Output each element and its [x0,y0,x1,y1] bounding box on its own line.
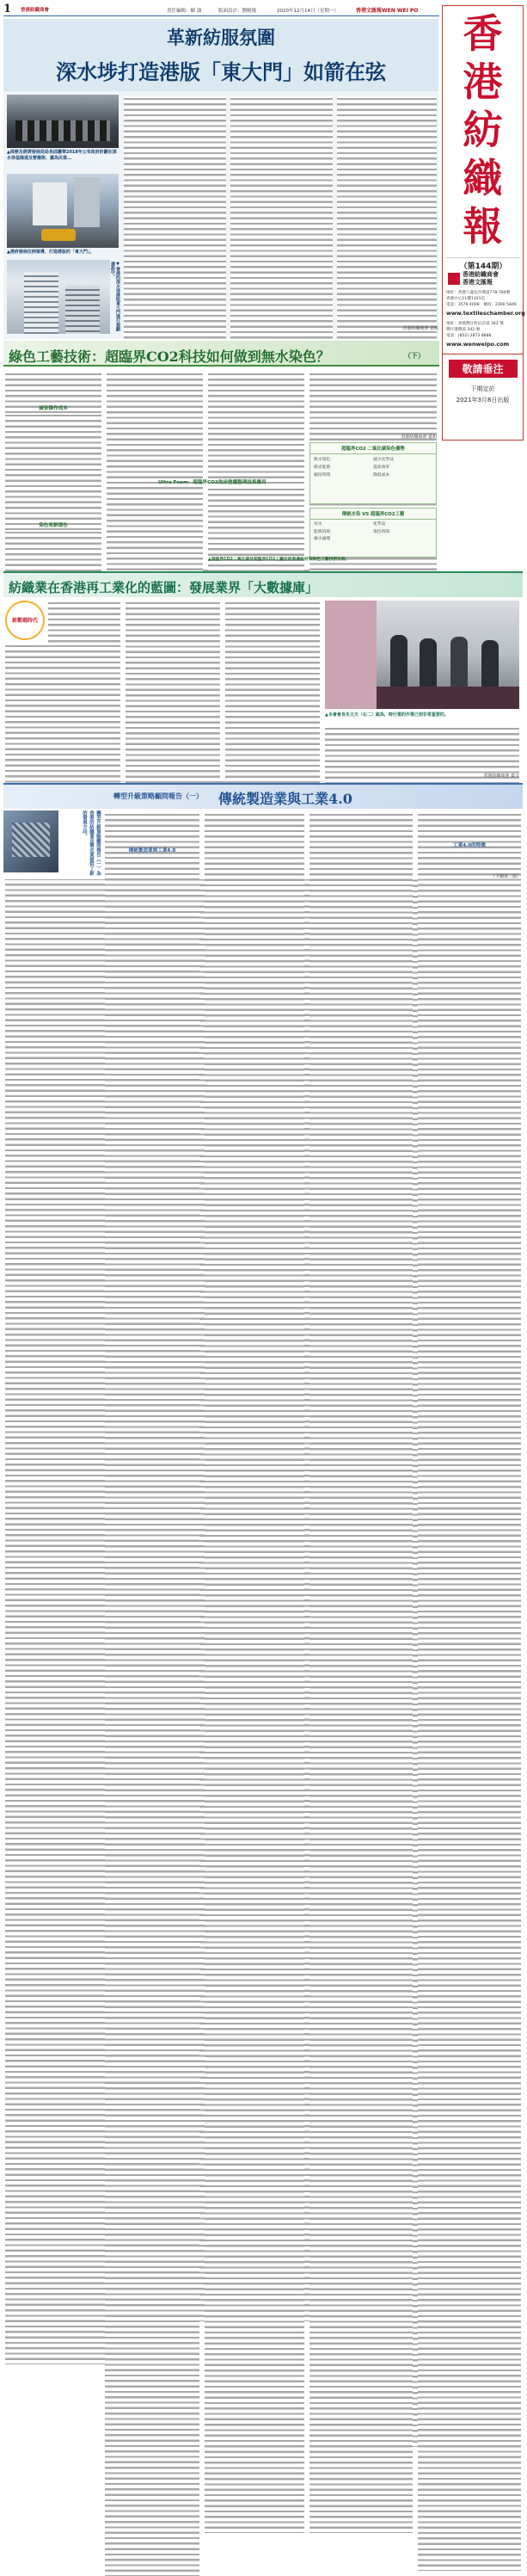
article-2-text-col-1a [5,372,101,403]
article-2-photo-caption: ▲超臨界CO2二氧化碳材超臨界CO2工藝技術與傳統材染染色工藝技術比較。 [208,558,350,562]
article-1-photo-2-caption: ▲港府發展位例領導，打造港版的「東大門」。 [7,250,95,255]
article-2 [3,341,439,568]
brand-column [442,5,524,441]
article-4-text-col-3 [309,812,413,879]
brand-title: 香 港 紡 織 報 [463,10,503,250]
article-1-author: 香港紡織商會 嘉彬 [402,326,438,331]
article-4-title-banner [3,785,523,809]
article-2-text-col-1b [5,413,101,518]
table-2-row: 能源消耗 [314,529,331,534]
article-3-text-col-2 [126,601,220,781]
article-3-author: 香港紡織商會 嘉文 [483,773,519,779]
article-2-heading-3: Ultra Foam：超臨界CO2泡沫塗覆整理技術應用 [158,480,267,485]
org-name-2: 香港文匯報 [463,279,493,286]
article-4-tag: 轉型升級策略顧問報告（一） [113,792,203,800]
article-3-photo-panel [325,601,519,709]
page-number: 1 [3,3,12,15]
article-1-text-col-3 [337,96,437,322]
designer-credit: 版面設計：劉曉瑰 [218,9,257,14]
issue-date: 2020年12月14日（星期一） [277,9,339,14]
article-4-text-col-1b [105,855,199,879]
website-2[interactable]: www.wenweipo.com [446,341,510,348]
website-1[interactable]: www.textileschamber.org [446,310,525,317]
article-1-photo-officials [7,95,119,148]
contact-info-2: 地址：香港灣仔軒尼詩道 342 號 灣仔港灣道 342 號 電話：(852) 2873 8888 [446,322,504,338]
article-2-table-2 [309,508,437,558]
article-2-text-col-4 [309,372,437,432]
article-3-text-col-3 [225,601,320,781]
paper-name: 香港文匯報WEN WEI PO [356,8,419,14]
article-4-side-text: 轉型升級策略顧問報告（一）為香港的紡織業及製衣業提供了新的發展方向。 [82,810,101,876]
table-2-row: 化學品 [373,522,386,527]
article-4-text-col-4a [418,812,521,840]
article-1-photo-1-caption: ▲商務及經濟發展局局長邱騰華2018年公布政府計劃在深水埗基隆道及營盤街、露為民推… [7,150,117,161]
table-2-row: 染色時間 [373,529,390,534]
article-3-badge-text: 新數碼時代 [11,618,38,624]
article-2-text-col-3a [208,372,304,475]
org-logo-icon [448,273,460,285]
article-3-badge [5,601,45,640]
article-4-text-col-2 [205,812,304,879]
article-2-title-banner [3,341,439,367]
article-1-text-col-1 [124,96,226,334]
assoc-logo: 香港紡織商會 [21,8,50,13]
article-3-text-col-4 [325,726,519,771]
article-4-heading-2: 工業4.0的特徵 [453,843,486,848]
article-1-side-caption: ▼香港的深水埗港版東大門進行規劃建設中。 [110,262,120,331]
article-1 [3,19,438,339]
article-2-title: 綠色工藝技術：超臨界CO2科技如何做到無水染色？ [9,348,330,365]
article-2-heading-1: 減省操作成本 [39,406,68,411]
notice-date: 2021年3月8日出版 [456,397,510,404]
org-name-1: 香港紡織商會 [463,271,499,278]
article-2-part: （下） [404,351,425,360]
editor-credit: 責任編輯：陳 濤 [167,9,202,14]
article-4-footer-note: （下續第二篇） [490,874,521,879]
article-4 [3,783,523,879]
article-4-text-col-4b [418,850,521,872]
notice-box [443,354,523,440]
article-3-text-col-1b [5,644,120,781]
article-2-table-1-title: 超臨界CO2 二氧化碳染色優勢 [310,443,436,454]
contact-info-1: 地址：香港九龍長沙灣道778-784號 香港中心11樓1101室 電話：3579 4008 傳真：2360 5846 [446,291,517,307]
article-1-text-col-2 [230,96,333,334]
article-1-title-line-1: 革新紡服氛圍 [167,27,275,48]
article-2-author: 香港紡織商會 嘉和 [401,434,437,440]
table-1-row: 節省能源 [314,465,331,470]
article-3-photo-caption: ▲本會會長朱文夫（右二）認為，時行業的作業已刻非常重要的。 [325,712,449,718]
article-2-text-col-3b [208,487,304,566]
table-1-row: 提高效率 [373,465,390,470]
table-1-row: 縮短時間 [314,473,331,478]
article-1-photo-building [7,260,110,334]
article-3-title: 紡織業在香港再工業化的藍圖：發展業界「大數據庫」 [9,580,319,595]
article-2-table-2-title: 傳統水染 VS 超臨界CO2工藝 [310,508,436,520]
article-4-photo [3,810,58,872]
article-3-text-col-1a [48,601,120,642]
article-4-title: 傳統製造業與工業4.0 [218,791,352,807]
notice-next: 下期定於 [470,385,495,392]
org-block [448,271,522,287]
article-2-heading-2: 染色更新提色 [39,523,68,528]
article-1-photo-street [7,174,119,248]
table-2-row: 廢水處理 [314,537,331,541]
article-4-heading-1: 傳統製造業與工業4.0 [128,848,176,854]
article-4-text-col-1a [105,812,199,845]
table-1-row: 無水染色 [314,458,331,462]
article-2-table-1 [309,442,437,504]
table-1-row: 減少化學品 [373,458,394,462]
article-3-title-banner [3,573,523,597]
notice-title: 敬請垂注 [449,360,518,378]
issue-number: （第144期） [446,257,520,271]
article-2-text-col-1c [5,530,101,566]
article-3 [3,571,523,781]
article-1-title-line-2: 深水埗打造港版「東大門」如箭在弦 [56,59,386,84]
masthead [3,3,439,16]
table-2-row: 用水 [314,522,322,527]
article-1-title-banner [3,19,438,91]
article-2-text-col-2 [107,372,203,566]
table-1-row: 降低成本 [373,473,390,478]
